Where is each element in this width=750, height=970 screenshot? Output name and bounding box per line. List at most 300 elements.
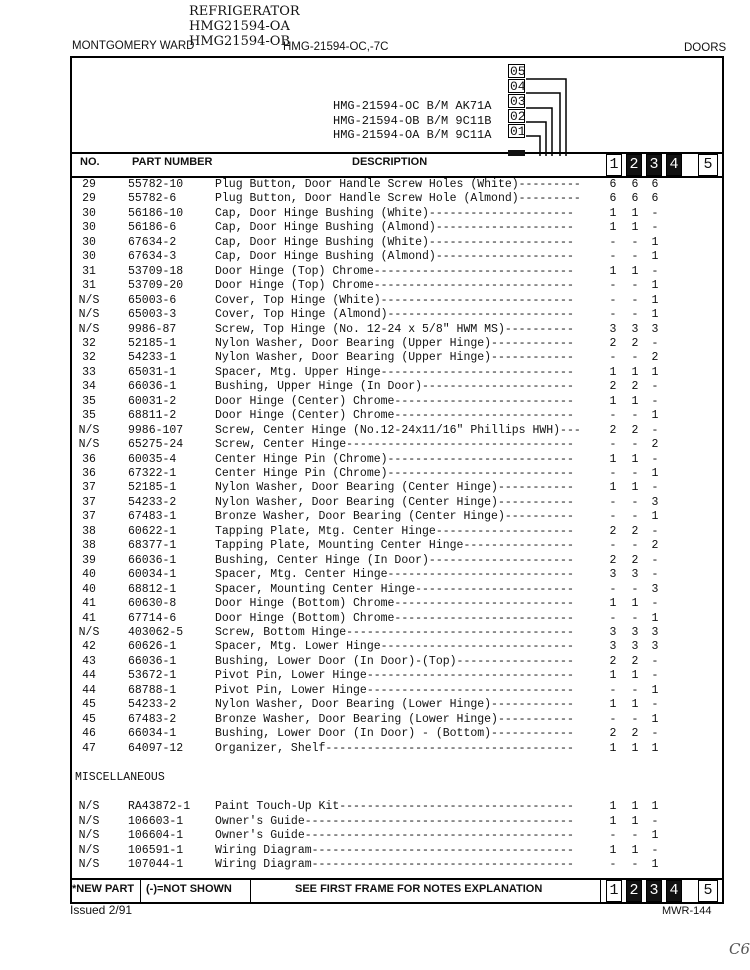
part-description: Cover, Top Hinge (White)---------------------------- <box>215 293 574 307</box>
row-number: 35 <box>82 409 96 423</box>
qty-col-2: - <box>631 539 639 553</box>
new-part-note: *NEW PART <box>72 883 135 895</box>
column-box-3: 3 <box>646 154 662 176</box>
qty-col-3: - <box>651 380 659 394</box>
qty-col-3: 3 <box>651 495 659 509</box>
qty-col-2: 6 <box>631 192 639 206</box>
qty-col-2: 6 <box>631 178 639 191</box>
not-shown-note: (-)=NOT SHOWN <box>146 883 232 895</box>
qty-col-3: 1 <box>651 510 659 524</box>
part-description: Nylon Washer, Door Bearing (Upper Hinge)------------ <box>215 336 574 350</box>
qty-col-2: 1 <box>631 597 639 611</box>
part-number: 65003-3 <box>128 308 177 322</box>
table-row <box>72 409 722 423</box>
table-row <box>72 597 722 611</box>
qty-col-2: - <box>631 438 639 452</box>
qty-col-3: 1 <box>651 712 659 726</box>
qty-col-3: 1 <box>651 308 659 322</box>
qty-col-1: - <box>609 495 617 509</box>
qty-col-1: 6 <box>609 192 617 206</box>
row-number: 30 <box>82 221 96 235</box>
qty-col-2: 3 <box>631 625 639 639</box>
qty-col-3: 1 <box>651 279 659 293</box>
column-box-5: 5 <box>698 154 718 176</box>
part-number: 55782-6 <box>128 192 177 206</box>
row-number: N/S <box>78 858 100 872</box>
qty-col-3: 6 <box>651 192 659 206</box>
qty-col-1: 2 <box>609 654 617 668</box>
table-row <box>72 815 722 829</box>
qty-col-2: 3 <box>631 322 639 336</box>
row-number: N/S <box>78 829 100 843</box>
row-number: 44 <box>82 683 96 697</box>
qty-col-1: 2 <box>609 553 617 567</box>
part-number: 64097-12 <box>128 741 184 755</box>
qty-col-3: - <box>651 336 659 350</box>
part-description: Spacer, Mtg. Center Hinge--------------------------- <box>215 568 574 582</box>
qty-col-3: 1 <box>651 409 659 423</box>
row-number: 40 <box>82 568 96 582</box>
part-description: Owner's Guide--------------------------------------- <box>215 814 574 828</box>
qty-col-2: 2 <box>631 553 639 567</box>
table-row <box>72 669 722 683</box>
table-row <box>72 742 722 756</box>
part-description: Screw, Bottom Hinge--------------------------------- <box>215 625 574 639</box>
qty-col-3: 1 <box>651 683 659 697</box>
part-number: 9986-87 <box>128 322 177 336</box>
part-description: Pivot Pin, Lower Hinge------------------------------ <box>215 683 574 697</box>
part-description: Cover, Top Hinge (Almond)--------------------------- <box>215 308 574 322</box>
qty-col-1: 1 <box>609 741 617 755</box>
qty-col-1: 3 <box>609 640 617 654</box>
qty-col-2: - <box>631 858 639 872</box>
column-header-description: DESCRIPTION <box>352 156 428 168</box>
part-description: Paint Touch-Up Kit---------------------------------- <box>215 800 574 813</box>
part-description: Pivot Pin, Lower Hinge------------------------------ <box>215 669 574 683</box>
table-row <box>72 510 722 524</box>
doc-title: REFRIGERATOR <box>189 4 300 19</box>
row-number: 30 <box>82 206 96 220</box>
part-number: 54233-2 <box>128 495 177 509</box>
part-description: Door Hinge (Center) Chrome-------------------------- <box>215 394 574 408</box>
qty-col-2: - <box>631 582 639 596</box>
part-number: 60035-4 <box>128 452 177 466</box>
qty-col-1: - <box>609 539 617 553</box>
qty-col-2: 1 <box>631 481 639 495</box>
table-row <box>72 858 722 872</box>
qty-col-2: - <box>631 829 639 843</box>
qty-col-1: 3 <box>609 625 617 639</box>
qty-col-2: 1 <box>631 800 639 813</box>
qty-col-2: 2 <box>631 654 639 668</box>
table-row <box>72 626 722 640</box>
part-description: Door Hinge (Top) Chrome----------------------------- <box>215 279 574 293</box>
qty-col-1: - <box>609 467 617 480</box>
table-row <box>72 236 722 250</box>
qty-col-3: - <box>651 669 659 683</box>
qty-col-3: - <box>651 221 659 235</box>
row-number: 29 <box>82 192 96 206</box>
qty-col-2: 1 <box>631 669 639 683</box>
qty-col-3: 1 <box>651 293 659 307</box>
part-description: Plug Button, Door Handle Screw Holes (White)--------- <box>215 178 581 191</box>
table-row <box>72 323 722 337</box>
qty-col-2: - <box>631 510 639 524</box>
qty-col-2: 1 <box>631 814 639 828</box>
part-number: 403062-5 <box>128 625 184 639</box>
part-description: Nylon Washer, Door Bearing (Center Hinge)----------- <box>215 481 574 495</box>
qty-col-1: 1 <box>609 669 617 683</box>
stack-cell: 02 <box>510 109 526 124</box>
qty-col-1: - <box>609 582 617 596</box>
qty-col-2: 1 <box>631 394 639 408</box>
model-a: HMG21594-OA <box>189 19 290 34</box>
qty-col-2: 1 <box>631 452 639 466</box>
corner-mark: C6 <box>729 940 750 958</box>
qty-col-1: 2 <box>609 423 617 437</box>
qty-col-2: - <box>631 409 639 423</box>
part-description: Wiring Diagram-------------------------------------- <box>215 843 574 857</box>
part-description: Bushing, Center Hinge (In Door)--------------------- <box>215 553 574 567</box>
table-row <box>72 583 722 597</box>
part-number: RA43872-1 <box>128 800 191 813</box>
table-row <box>72 496 722 510</box>
part-description: Plug Button, Door Handle Screw Hole (Almond)--------- <box>215 192 581 206</box>
qty-col-3: - <box>651 568 659 582</box>
qty-col-3: 1 <box>651 467 659 480</box>
qty-col-2: - <box>631 611 639 625</box>
stack-cell: 03 <box>510 94 526 109</box>
qty-col-2: - <box>631 250 639 264</box>
table-row <box>72 640 722 654</box>
part-number: 68377-1 <box>128 539 177 553</box>
model-line: HMG-21594-OC B/M AK71A <box>333 99 492 113</box>
table-row <box>72 337 722 351</box>
part-number: 60031-2 <box>128 394 177 408</box>
qty-col-3: - <box>651 814 659 828</box>
row-number: 45 <box>82 712 96 726</box>
part-description: Wiring Diagram-------------------------------------- <box>215 858 574 872</box>
row-number: N/S <box>78 308 100 322</box>
qty-col-1: - <box>609 858 617 872</box>
qty-col-2: - <box>631 308 639 322</box>
qty-col-3: 1 <box>651 250 659 264</box>
section-label: DOORS <box>684 42 727 54</box>
table-row <box>72 207 722 221</box>
row-number: N/S <box>78 814 100 828</box>
qty-col-1: 3 <box>609 568 617 582</box>
qty-col-3: - <box>651 597 659 611</box>
qty-col-2: 2 <box>631 524 639 538</box>
table-row <box>72 308 722 322</box>
stack-cell: 04 <box>510 79 526 94</box>
part-description: Spacer, Mounting Center Hinge----------------------- <box>215 582 574 596</box>
part-number: 65031-1 <box>128 365 177 379</box>
qty-col-2: 1 <box>631 221 639 235</box>
part-description: Screw, Top Hinge (No. 12-24 x 5/8" HWM MS)---------- <box>215 322 574 336</box>
qty-col-3: 1 <box>651 365 659 379</box>
row-number: 38 <box>82 539 96 553</box>
qty-col-3: - <box>651 553 659 567</box>
part-description: Spacer, Mtg. Lower Hinge---------------------------- <box>215 640 574 654</box>
qty-col-3: 2 <box>651 438 659 452</box>
qty-col-3: - <box>651 654 659 668</box>
qty-col-1: - <box>609 351 617 365</box>
qty-col-2: - <box>631 495 639 509</box>
qty-col-2: - <box>631 351 639 365</box>
qty-col-3: 3 <box>651 582 659 596</box>
qty-col-3: - <box>651 206 659 220</box>
part-description: Center Hinge Pin (Chrome)--------------------------- <box>215 452 574 466</box>
qty-col-1: - <box>609 510 617 524</box>
qty-col-2: 1 <box>631 206 639 220</box>
qty-col-1: 2 <box>609 727 617 741</box>
model-line: HMG-21594-OB B/M 9C11B <box>333 113 492 128</box>
qty-col-3: 1 <box>651 858 659 872</box>
qty-col-1: 2 <box>609 524 617 538</box>
part-description: Tapping Plate, Mounting Center Hinge---------------- <box>215 539 574 553</box>
part-number: 106591-1 <box>128 843 184 857</box>
qty-col-2: 1 <box>631 264 639 278</box>
column-box-1: 1 <box>606 154 622 176</box>
part-number: 67483-1 <box>128 510 177 524</box>
qty-col-3: 3 <box>651 322 659 336</box>
table-row <box>72 684 722 698</box>
qty-col-1: - <box>609 250 617 264</box>
row-number: 29 <box>82 178 96 191</box>
part-description: Screw, Center Hinge--------------------------------- <box>215 438 574 452</box>
qty-col-2: - <box>631 467 639 480</box>
table-row <box>72 250 722 264</box>
part-number: 54233-2 <box>128 698 177 712</box>
part-number: 55782-10 <box>128 178 184 191</box>
table-row <box>72 351 722 365</box>
table-row <box>72 424 722 438</box>
qty-col-1: 1 <box>609 481 617 495</box>
qty-col-1: 3 <box>609 322 617 336</box>
row-number: 31 <box>82 279 96 293</box>
qty-col-1: - <box>609 409 617 423</box>
page-code: MWR-144 <box>662 905 712 917</box>
qty-col-2: 1 <box>631 741 639 755</box>
qty-col-1: 1 <box>609 698 617 712</box>
part-number: 67634-2 <box>128 235 177 249</box>
part-number: 60630-8 <box>128 597 177 611</box>
row-number: 39 <box>82 553 96 567</box>
part-number: 67322-1 <box>128 467 177 480</box>
row-number: 38 <box>82 524 96 538</box>
qty-col-1: 1 <box>609 452 617 466</box>
table-row <box>72 612 722 626</box>
part-description: Owner's Guide--------------------------------------- <box>215 829 574 843</box>
part-number: 65275-24 <box>128 438 184 452</box>
part-number: 67483-2 <box>128 712 177 726</box>
part-description: Cap, Door Hinge Bushing (White)--------------------- <box>215 235 574 249</box>
part-number: 9986-107 <box>128 423 184 437</box>
qty-col-2: - <box>631 683 639 697</box>
qty-col-2: 3 <box>631 640 639 654</box>
part-number: 53672-1 <box>128 669 177 683</box>
part-number: 67714-6 <box>128 611 177 625</box>
part-number: 66036-1 <box>128 380 177 394</box>
footer-sep <box>600 878 601 902</box>
part-description: Cap, Door Hinge Bushing (Almond)-------------------- <box>215 221 574 235</box>
part-description: Nylon Washer, Door Bearing (Lower Hinge)------------ <box>215 698 574 712</box>
footer-box-1: 1 <box>606 880 622 902</box>
qty-col-3: - <box>651 394 659 408</box>
qty-col-1: 1 <box>609 206 617 220</box>
qty-col-1: - <box>609 438 617 452</box>
footer-box-2: 2 <box>626 880 642 902</box>
row-number: 36 <box>82 452 96 466</box>
row-number: N/S <box>78 800 100 813</box>
part-description: Door Hinge (Top) Chrome----------------------------- <box>215 264 574 278</box>
qty-col-2: 1 <box>631 698 639 712</box>
row-number: 37 <box>82 510 96 524</box>
part-description: Bushing, Upper Hinge (In Door)---------------------- <box>215 380 574 394</box>
qty-col-3: - <box>651 843 659 857</box>
table-row <box>72 453 722 467</box>
qty-col-2: 2 <box>631 336 639 350</box>
qty-col-1: 6 <box>609 178 617 191</box>
part-number: 66036-1 <box>128 654 177 668</box>
brand-label: MONTGOMERY WARD <box>72 40 195 52</box>
part-description: Bronze Washer, Door Bearing (Lower Hinge)----------- <box>215 712 574 726</box>
table-row <box>72 568 722 582</box>
row-number: N/S <box>78 843 100 857</box>
qty-col-3: 3 <box>651 625 659 639</box>
part-number: 56186-10 <box>128 206 184 220</box>
part-number: 67634-3 <box>128 250 177 264</box>
row-number: 35 <box>82 394 96 408</box>
part-description: Screw, Center Hinge (No.12-24x11/16" Phillips HWH)--- <box>215 423 581 437</box>
qty-col-1: 1 <box>609 264 617 278</box>
qty-col-3: - <box>651 423 659 437</box>
qty-col-2: - <box>631 235 639 249</box>
row-number: N/S <box>78 625 100 639</box>
qty-col-3: - <box>651 452 659 466</box>
qty-col-1: - <box>609 293 617 307</box>
part-number: 106603-1 <box>128 814 184 828</box>
table-row <box>72 713 722 727</box>
table-row <box>72 192 722 206</box>
qty-col-2: - <box>631 279 639 293</box>
part-number: 53709-18 <box>128 264 184 278</box>
qty-col-1: 1 <box>609 597 617 611</box>
table-row <box>72 294 722 308</box>
qty-col-1: 2 <box>609 380 617 394</box>
table-row <box>72 844 722 858</box>
qty-col-1: - <box>609 235 617 249</box>
table-row <box>72 265 722 279</box>
row-number: N/S <box>78 293 100 307</box>
qty-col-3: - <box>651 698 659 712</box>
column-box-2: 2 <box>626 154 642 176</box>
part-number: 52185-1 <box>128 481 177 495</box>
row-number: 32 <box>82 336 96 350</box>
notes-explanation: SEE FIRST FRAME FOR NOTES EXPLANATION <box>295 883 543 895</box>
qty-col-1: 1 <box>609 365 617 379</box>
qty-col-2: 1 <box>631 843 639 857</box>
row-number: 32 <box>82 351 96 365</box>
qty-col-3: 1 <box>651 800 659 813</box>
part-number: 65003-6 <box>128 293 177 307</box>
part-number: 60622-1 <box>128 524 177 538</box>
qty-col-1: - <box>609 712 617 726</box>
column-header-part: PART NUMBER <box>132 156 213 168</box>
row-number: 41 <box>82 597 96 611</box>
qty-col-2: 2 <box>631 727 639 741</box>
row-number: 47 <box>82 741 96 755</box>
table-row <box>72 279 722 293</box>
qty-col-1: 2 <box>609 336 617 350</box>
part-number: 56186-6 <box>128 221 177 235</box>
model-cd: HMG-21594-OC,-7C <box>283 41 389 53</box>
row-number: 42 <box>82 640 96 654</box>
table-row <box>72 800 722 814</box>
footer-box-4: 4 <box>666 880 682 902</box>
part-number: 53709-20 <box>128 279 184 293</box>
part-number: 68811-2 <box>128 409 177 423</box>
issued-date: Issued 2/91 <box>70 903 133 917</box>
part-number: 107044-1 <box>128 858 184 872</box>
qty-col-3: 6 <box>651 178 659 191</box>
table-row <box>72 481 722 495</box>
qty-col-1: 1 <box>609 394 617 408</box>
part-description: Bushing, Lower Door (In Door)-(Top)----------------- <box>215 654 574 668</box>
stack-cell: 01 <box>510 124 526 139</box>
table-row <box>72 655 722 669</box>
row-number: N/S <box>78 438 100 452</box>
row-number: 36 <box>82 467 96 480</box>
row-number: 37 <box>82 481 96 495</box>
qty-col-3: 1 <box>651 611 659 625</box>
row-number: 33 <box>82 365 96 379</box>
footer-sep <box>250 878 251 902</box>
qty-col-3: - <box>651 524 659 538</box>
qty-col-1: 1 <box>609 843 617 857</box>
table-row <box>72 438 722 452</box>
qty-col-1: 1 <box>609 814 617 828</box>
qty-col-3: 1 <box>651 741 659 755</box>
qty-col-2: 1 <box>631 365 639 379</box>
part-description: Center Hinge Pin (Chrome)--------------------------- <box>215 467 574 480</box>
part-description: Cap, Door Hinge Bushing (White)--------------------- <box>215 206 574 220</box>
row-number: 40 <box>82 582 96 596</box>
row-number: 46 <box>82 727 96 741</box>
row-number: N/S <box>78 322 100 336</box>
qty-col-3: 3 <box>651 640 659 654</box>
table-row <box>72 366 722 380</box>
qty-col-1: 1 <box>609 800 617 813</box>
qty-col-3: - <box>651 264 659 278</box>
column-header-no: NO. <box>80 156 100 168</box>
part-number: 52185-1 <box>128 336 177 350</box>
qty-col-2: - <box>631 712 639 726</box>
part-description: Nylon Washer, Door Bearing (Upper Hinge)------------ <box>215 351 574 365</box>
row-number: 30 <box>82 250 96 264</box>
part-description: Nylon Washer, Door Bearing (Center Hinge)----------- <box>215 495 574 509</box>
part-description: Door Hinge (Bottom) Chrome-------------------------- <box>215 611 574 625</box>
row-number: 43 <box>82 654 96 668</box>
qty-col-3: - <box>651 727 659 741</box>
part-description: Spacer, Mtg. Upper Hinge---------------------------- <box>215 365 574 379</box>
table-row <box>72 395 722 409</box>
table-row <box>72 829 722 843</box>
model-line: HMG-21594-OA B/M 9C11A <box>333 128 492 142</box>
row-number: 45 <box>82 698 96 712</box>
table-row <box>72 380 722 394</box>
